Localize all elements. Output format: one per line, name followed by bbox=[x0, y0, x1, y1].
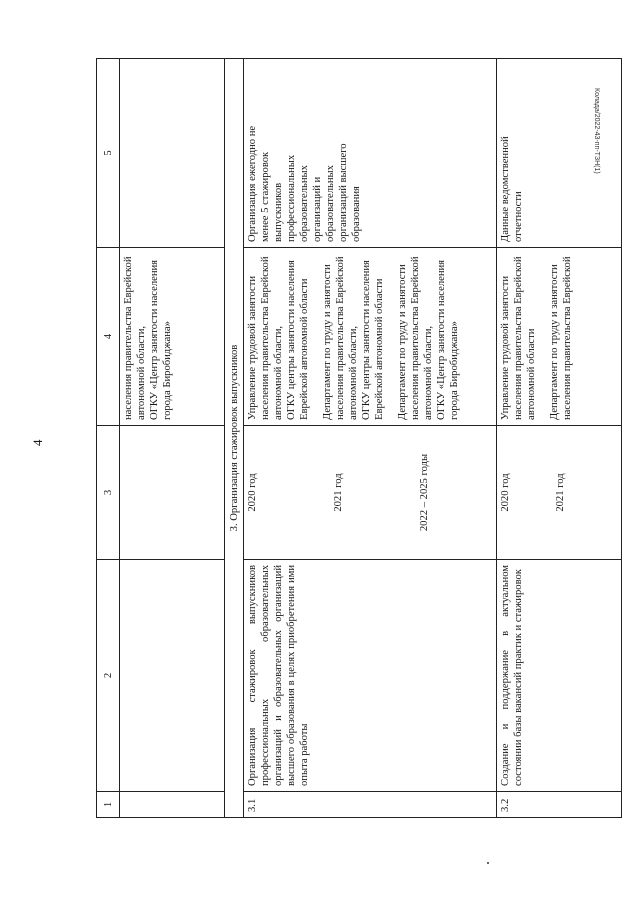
year-label: 2022 – 2025 годы bbox=[419, 453, 430, 532]
section-row bbox=[225, 59, 244, 818]
executor-line: населения правительства Еврейской bbox=[513, 256, 524, 420]
executor-gap bbox=[386, 253, 396, 420]
rotated-table-stage bbox=[96, 58, 616, 818]
executor-line: автономной области, bbox=[348, 325, 359, 420]
executor-line: Еврейской автономной области bbox=[374, 278, 385, 420]
result-line: Организация ежегодно не bbox=[247, 125, 258, 242]
executor-line: автономной области, bbox=[423, 325, 434, 420]
executor-line: населения правительства Еврейской bbox=[410, 256, 421, 420]
cont-executor bbox=[120, 248, 225, 426]
executor-line: ОГКУ «Центр занятости населения bbox=[436, 259, 447, 420]
cont-executor-line: ОГКУ «Центр занятости населения bbox=[149, 259, 160, 420]
row-number: 3.2 bbox=[497, 792, 622, 818]
executor-line: населения правительства Еврейской bbox=[260, 256, 271, 420]
result-line: менее 5 стажировок bbox=[260, 151, 271, 242]
cont-years bbox=[120, 426, 225, 560]
result-cell bbox=[244, 59, 497, 248]
executors-cell bbox=[244, 248, 497, 426]
header-cell-5: 5 bbox=[97, 59, 120, 248]
executor-line: ОГКУ центры занятости населения bbox=[361, 260, 372, 420]
cont-executor-line: автономной области, bbox=[136, 325, 147, 420]
executor-line: ОГКУ центры занятости населения bbox=[286, 260, 297, 420]
executor-line: населения правительства Еврейской bbox=[335, 256, 346, 420]
result-line: выпускников bbox=[273, 182, 284, 242]
result-line: организаций и bbox=[312, 176, 323, 242]
executor-line: Департамент по труду и занятости bbox=[549, 264, 560, 420]
cont-num bbox=[120, 792, 225, 818]
executor-line: населения правительства Еврейской bbox=[562, 256, 573, 420]
header-row bbox=[97, 59, 120, 818]
document-reference: Колада/2022-43-пп-ТЗН(1) bbox=[593, 88, 600, 174]
continuation-row bbox=[120, 59, 225, 818]
row-number: 3.1 bbox=[244, 792, 497, 818]
activity-cell: Организация стажировок выпускников профессиональных образовательных организаций и образовательных организаций высшего образования в целях приобретения ими опыта работы bbox=[244, 560, 497, 792]
cont-activity bbox=[120, 560, 225, 792]
executor-line: автономной области, bbox=[273, 325, 284, 420]
cont-executor-line: населения правительства Еврейской bbox=[123, 256, 134, 420]
header-cell-2: 2 bbox=[97, 560, 120, 792]
executor-gap bbox=[538, 253, 548, 420]
result-line: отчетности bbox=[513, 191, 524, 242]
executor-line: Управление трудовой занятости bbox=[247, 275, 258, 420]
result-cell bbox=[497, 59, 622, 248]
table-row bbox=[497, 59, 622, 818]
table-row bbox=[244, 59, 497, 818]
year-label: 2020 год bbox=[247, 473, 258, 512]
executor-line: автономной области bbox=[526, 328, 537, 420]
executor-line: Еврейской автономной области bbox=[299, 278, 310, 420]
executor-line: Департамент по труду и занятости bbox=[322, 264, 333, 420]
years-cell bbox=[497, 426, 622, 560]
plan-table bbox=[96, 58, 622, 818]
section-title: 3. Организация стажировок выпускников bbox=[225, 59, 244, 818]
executor-line: Управление трудовой занятости bbox=[500, 275, 511, 420]
executor-line: Департамент по труду и занятости bbox=[397, 264, 408, 420]
cont-result bbox=[120, 59, 225, 248]
header-cell-1: 1 bbox=[97, 792, 120, 818]
cont-executor-line: города Биробиджана» bbox=[162, 321, 173, 420]
year-label: 2021 год bbox=[333, 473, 344, 512]
result-line: образовательных bbox=[299, 165, 310, 242]
result-line: организаций высшего bbox=[338, 143, 349, 242]
activity-cell: Создание и поддержание в актуальном состоянии базы вакансий практик и стажировок bbox=[497, 560, 622, 792]
result-line: образовательных bbox=[325, 165, 336, 242]
header-cell-3: 3 bbox=[97, 426, 120, 560]
year-label: 2021 год bbox=[555, 473, 566, 512]
years-cell bbox=[244, 426, 497, 560]
result-line: образования bbox=[351, 186, 362, 242]
result-line: Данные ведомственной bbox=[500, 136, 511, 242]
executor-gap bbox=[311, 253, 321, 420]
executors-cell bbox=[497, 248, 622, 426]
scan-speck bbox=[487, 862, 489, 864]
page-number: 4 bbox=[30, 439, 45, 446]
header-cell-4: 4 bbox=[97, 248, 120, 426]
executor-line: города Биробиджана» bbox=[449, 321, 460, 420]
year-label: 2020 год bbox=[500, 473, 511, 512]
result-line: профессиональных bbox=[286, 154, 297, 242]
